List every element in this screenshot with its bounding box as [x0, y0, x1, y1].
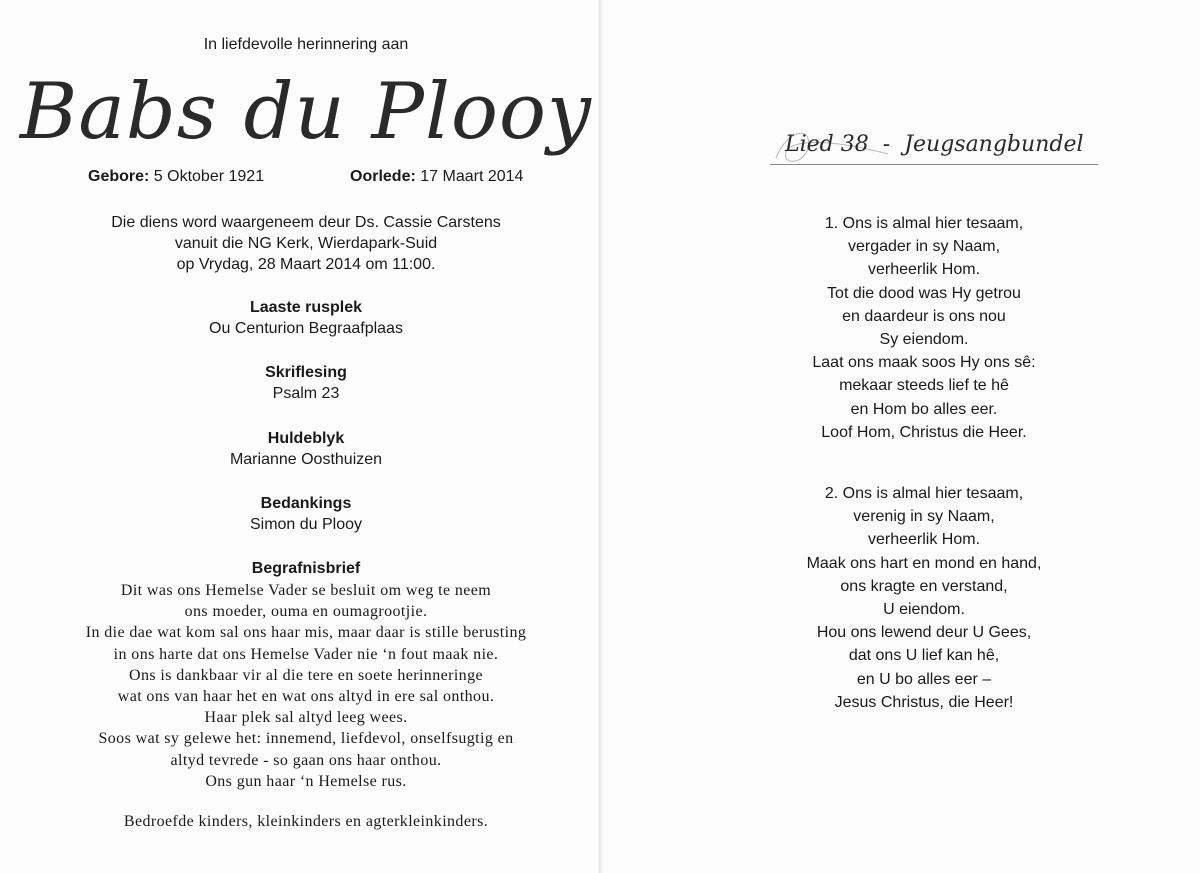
section-value: Simon du Plooy — [249, 516, 363, 533]
died-label: Oorlede: — [350, 168, 416, 185]
section-heading: Laaste rusplek — [249, 299, 363, 316]
died-group — [350, 168, 523, 186]
hymn-number: Lied 38 — [785, 132, 869, 157]
verse-line: ons kragte en verstand, — [840, 577, 1008, 595]
section-value: Ou Centurion Begraafplaas — [209, 320, 403, 337]
verse-line: Jesus Christus, die Heer! — [834, 693, 1014, 711]
hymn-book: Jeugsangbundel — [904, 132, 1084, 157]
verse-2 — [724, 482, 1124, 714]
verse-line: en U bo alles eer – — [856, 670, 992, 688]
letter-heading: Begrafnisbrief — [251, 560, 361, 577]
hymn-title — [785, 132, 1084, 157]
letter-line: Dit was ons Hemelse Vader se besluit om weg te neem — [120, 582, 492, 599]
verse-1 — [724, 212, 1124, 444]
verse-line: verheerlik Hom. — [867, 531, 981, 549]
verse-line: 1. Ons is almal hier tesaam, — [824, 215, 1024, 232]
verse-line: vergader in sy Naam, — [847, 238, 1001, 256]
verse-line: en Hom bo alles eer. — [850, 400, 998, 418]
closing-signature: Bedroefde kinders, kleinkinders en agterkleinkinders. — [123, 813, 489, 830]
letter-line: altyd tevrede - so gaan ons haar onthou. — [170, 751, 442, 769]
verse-line: en daardeur is ons nou — [842, 307, 1006, 325]
service-line: vanuit die NG Kerk, Wierdapark-Suid — [174, 235, 438, 252]
verse-line: Maak ons hart en mond en hand, — [806, 554, 1042, 572]
deceased-name: Babs du Plooy — [20, 67, 592, 157]
verse-line: dat ons U lief kan hê, — [848, 647, 1000, 665]
verse-line: Loof Hom, Christus die Heer. — [821, 423, 1027, 441]
letter-line: in ons harte dat ons Hemelse Vader nie ‘n fout maak nie. — [113, 645, 499, 663]
verse-line: U eiendom. — [883, 601, 965, 619]
section-thanks — [0, 493, 612, 535]
verse-line: mekaar steeds lief te hê — [839, 377, 1009, 395]
died-value: 17 Maart 2014 — [420, 168, 524, 185]
verse-line: 2. Ons is almal hier tesaam, — [824, 485, 1024, 502]
letter-line: In die dae wat kom sal ons haar mis, maar daar is stille berusting — [85, 624, 527, 642]
service-line: Die diens word waargeneem deur Ds. Cassie Carstens — [111, 214, 501, 231]
letter-line: Ons gun haar ‘n Hemelse rus. — [205, 772, 407, 790]
verse-line: Laat ons maak soos Hy ons sê: — [812, 354, 1036, 372]
section-heading: Skriflesing — [265, 364, 347, 381]
service-line: op Vrydag, 28 Maart 2014 om 11:00. — [176, 256, 436, 273]
letter-line: ons moeder, ouma en oumagrootjie. — [184, 603, 428, 621]
verse-line: Sy eiendom. — [879, 331, 969, 349]
verse-line: verheerlik Hom. — [867, 261, 981, 279]
section-scripture — [0, 362, 612, 404]
section-heading: Huldeblyk — [267, 430, 345, 447]
letter-line: Soos wat sy gelewe het: innemend, liefdevol, onselfsugtig en — [98, 730, 514, 748]
hymn-separator: - — [882, 132, 891, 157]
born-label: Gebore: — [88, 168, 150, 185]
section-value: Marianne Oosthuizen — [229, 451, 383, 468]
section-heading: Bedankings — [260, 495, 352, 512]
funeral-letter — [0, 580, 612, 792]
born-value: 5 Oktober 1921 — [153, 168, 265, 185]
section-tribute — [0, 428, 612, 470]
letter-line: Haar plek sal altyd leeg wees. — [204, 709, 408, 727]
service-details — [0, 212, 612, 275]
section-value: Psalm 23 — [272, 385, 340, 402]
letter-line: wat ons van haar het en wat ons altyd in ere sal onthou. — [117, 688, 495, 706]
verse-line: Tot die dood was Hy getrou — [827, 284, 1021, 302]
dates-row — [88, 168, 524, 186]
hymn-title-rule — [770, 164, 1098, 165]
verse-line: Hou ons lewend deur U Gees, — [816, 624, 1032, 642]
verse-line: verenig in sy Naam, — [853, 508, 995, 526]
section-letter-heading — [0, 558, 612, 579]
letter-line: Ons is dankbaar vir al die tere en soete herinneringe — [129, 666, 483, 684]
section-resting-place — [0, 297, 612, 339]
intro-text: In liefdevolle herinnering aan — [203, 36, 409, 53]
